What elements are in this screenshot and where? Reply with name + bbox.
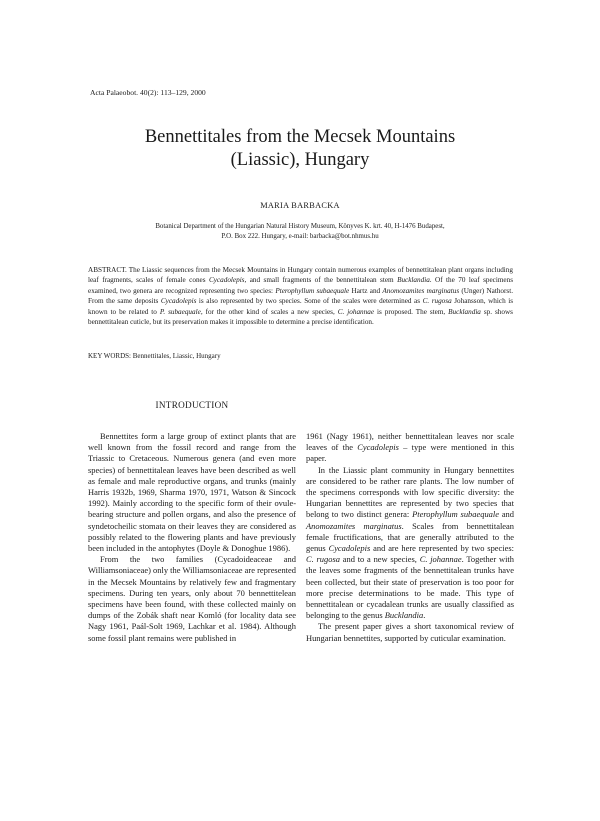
journal-citation: Acta Palaeobot. 40(2): 113–129, 2000 <box>90 88 206 97</box>
abstract-taxon: C. rugosa <box>422 297 452 306</box>
paragraph-text: . Scales from bennettitalean female fructifications, that are generally attributed to the genus <box>306 520 514 554</box>
abstract-text: Johansson, which is known to be related to <box>88 297 513 316</box>
paragraph <box>306 465 514 622</box>
abstract <box>88 265 513 327</box>
body-column-right <box>306 431 514 644</box>
abstract-text: (Unger) Nathorst. From the same deposits <box>88 286 513 306</box>
paragraph-text: . <box>423 610 426 621</box>
title-line-1: Bennettitales from the Mecsek Mountains <box>144 127 456 147</box>
abstract-text: , and small fragments of the bennettitalean stem <box>244 276 398 285</box>
taxon-name: Cycadolepis <box>328 543 371 554</box>
abstract-taxon: Pterophyllum subaequale <box>275 286 350 295</box>
paragraph: From the two families (Cycadoideaceae and Williamsoniaceae) only the Williamsoniaceae are represented in the Mecsek Mountains by relatively few and fragmentary specimens. During ten years, only about 70 bennettitelean specimens have been found, with these collected mainly on dumps of the Zobák shaft near Komló (for locality data see Nagy 1961, Paál-Solt 1969, Lachkar et al. 1984). Although some fossil plant remains were published in <box>88 554 296 643</box>
paper-title <box>60 126 540 172</box>
taxon-name: Pterophyllum subaequale <box>412 509 499 520</box>
paragraph <box>306 431 514 465</box>
abstract-text: . Of the 70 leaf specimens examined, two genera are recognized representing two species: <box>88 276 514 295</box>
author-name: MARIA BARBACKA <box>260 201 340 210</box>
abstract-taxon: P. subaequale <box>159 307 201 316</box>
taxon-name: Anomozamites marginatus <box>306 520 402 531</box>
paragraph: Bennettites form a large group of extinct plants that are well known from the fossil record and range from the Triassic to Cretaceous. Numerous genera (and even more species) of bennettitalean leaves have been described as well as female and male reproductive organs, and trunks (mainly Harris 1932b, 1969, Sharma 1970, 1971, Watson & Sincock 1992). Mainly according to the specific form of their ovule-bearing structure and pollen organs, and also the presence of syndetocheilic stomata on their leaves they are considered as possibly related to the flowering plants and have previously been included in the antophytes (Doyle & Donoghue 1986). <box>88 431 296 554</box>
abstract-taxon: Cycadolepis <box>208 276 245 285</box>
abstract-taxon: C. johannae <box>337 307 375 316</box>
paragraph-text: and are here represented by two species: <box>370 543 515 554</box>
taxon-name: Bucklandia <box>384 610 424 621</box>
taxon-name: C. johannae <box>419 554 462 565</box>
paragraph-text: 1961 (Nagy 1961), neither bennettitalean leaves nor scale leaves of the <box>306 431 514 453</box>
paragraph: The present paper gives a short taxonomical review of Hungarian bennettites, supported by cuticular examination. <box>306 621 514 643</box>
keywords: KEY WORDS: Bennettitales, Liassic, Hungary <box>88 352 221 360</box>
paragraph-text: and to a new species, <box>339 554 420 565</box>
paragraph-text: – type were mentioned in this paper. <box>306 442 514 464</box>
paragraph-text: . Together with the leaves some fragments of the bennettitalean trunks have been collected, but their state of preservation is too poor for more precise determinations to be made. This type of bennettitalean or cycadalean trunks are usually classified as belonging to the genus <box>306 554 514 621</box>
section-heading-introduction: INTRODUCTION <box>155 400 229 410</box>
abstract-text: is proposed. The stem, <box>374 307 449 316</box>
abstract-text: ABSTRACT. The Liassic sequences from the Mecsek Mountains in Hungary contain numerous examples of bennettitalean plant organs including leaf fragments, scales of female cones <box>88 266 513 285</box>
affiliation-line-2: P.O. Box 222. Hungary, e-mail: barbacka@bot.nhmus.hu <box>221 233 379 240</box>
title-line-2: (Liassic), Hungary <box>230 150 370 170</box>
abstract-text: is also represented by two species. Some of the scales were determined as <box>196 297 423 306</box>
abstract-text: Hartz and <box>349 286 383 295</box>
abstract-taxon: Cycadolepis <box>160 297 197 306</box>
taxon-name: C. rugosa <box>306 554 340 565</box>
paragraph-text: and <box>498 509 514 520</box>
abstract-taxon: Bucklandia <box>448 307 481 316</box>
paragraph-text: In the Liassic plant community in Hungary bennettites are considered to be rather rare plants. The low number of the specimens corresponds with low specific diversity: the Hungarian bennettites are represented by two species that belong to two distinct genera: <box>306 464 514 520</box>
abstract-text: sp. shows bennettitalean cuticle, but its preservation makes it impossible to determine a precise identification. <box>88 307 513 327</box>
abstract-text: , for the other kind of scales a new species, <box>200 307 338 316</box>
taxon-name: Cycadolepis <box>357 442 399 453</box>
affiliation-line-1: Botanical Department of the Hungarian Natural History Museum, Könyves K. krt. 40, H-1476 Budapest, <box>155 223 445 230</box>
abstract-taxon: Anomozamites marginatus <box>382 286 460 295</box>
body-column-left <box>88 431 296 644</box>
author-affiliation <box>80 222 520 242</box>
abstract-taxon: Bucklandia <box>397 276 430 285</box>
